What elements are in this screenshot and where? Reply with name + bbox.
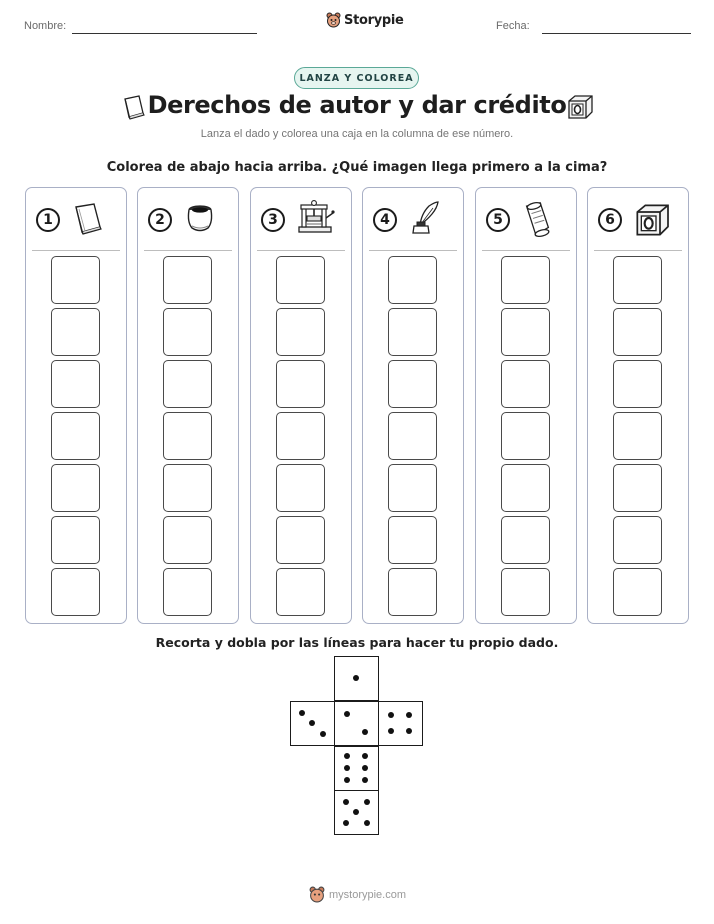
die-pip bbox=[406, 712, 412, 718]
column-number: 2 bbox=[148, 208, 172, 232]
color-box[interactable] bbox=[501, 308, 550, 356]
color-box[interactable] bbox=[613, 464, 662, 512]
die-face-1 bbox=[334, 656, 379, 701]
color-box[interactable] bbox=[501, 568, 550, 616]
color-box[interactable] bbox=[276, 464, 325, 512]
brand-logo bbox=[326, 12, 404, 28]
letter-block-icon bbox=[632, 200, 672, 245]
color-box[interactable] bbox=[51, 256, 100, 304]
column-2 bbox=[137, 187, 239, 624]
storypie-mascot-icon bbox=[326, 12, 341, 28]
die-pip bbox=[388, 712, 394, 718]
color-box[interactable] bbox=[163, 256, 212, 304]
column-1 bbox=[25, 187, 127, 624]
brand-name: Storypie bbox=[344, 12, 404, 28]
column-6 bbox=[587, 187, 689, 624]
column-number: 6 bbox=[598, 208, 622, 232]
activity-badge: LANZA Y COLOREA bbox=[294, 67, 419, 89]
color-box[interactable] bbox=[501, 360, 550, 408]
color-box[interactable] bbox=[163, 568, 212, 616]
color-box[interactable] bbox=[163, 464, 212, 512]
column-4 bbox=[362, 187, 464, 624]
color-box[interactable] bbox=[613, 308, 662, 356]
color-box[interactable] bbox=[276, 412, 325, 460]
column-divider bbox=[32, 250, 120, 251]
letter-block-icon bbox=[565, 92, 595, 122]
color-box[interactable] bbox=[501, 464, 550, 512]
column-divider bbox=[144, 250, 232, 251]
die-face-4 bbox=[378, 701, 423, 746]
die-face-2 bbox=[334, 701, 379, 746]
instruction: Colorea de abajo hacia arriba. ¿Qué imagen llega primero a la cima? bbox=[106, 160, 608, 175]
color-box[interactable] bbox=[613, 568, 662, 616]
name-line[interactable] bbox=[72, 33, 257, 34]
ink-pot-icon bbox=[182, 200, 218, 241]
color-box[interactable] bbox=[51, 308, 100, 356]
color-box[interactable] bbox=[163, 412, 212, 460]
book-icon bbox=[70, 200, 106, 241]
page-title: Derechos de autor y dar crédito bbox=[147, 91, 567, 119]
color-box[interactable] bbox=[276, 516, 325, 564]
die-pip bbox=[362, 753, 368, 759]
color-box[interactable] bbox=[613, 256, 662, 304]
die-pip bbox=[362, 777, 368, 783]
color-box[interactable] bbox=[388, 412, 437, 460]
column-number: 1 bbox=[36, 208, 60, 232]
color-box[interactable] bbox=[388, 516, 437, 564]
column-divider bbox=[594, 250, 682, 251]
color-box[interactable] bbox=[501, 412, 550, 460]
footer bbox=[309, 886, 406, 903]
printing-press-icon bbox=[295, 200, 335, 241]
die-pip bbox=[299, 710, 305, 716]
scroll-icon bbox=[520, 200, 554, 243]
die-pip bbox=[362, 729, 368, 735]
color-box[interactable] bbox=[276, 308, 325, 356]
color-box[interactable] bbox=[51, 464, 100, 512]
die-pip bbox=[344, 711, 350, 717]
color-box[interactable] bbox=[276, 256, 325, 304]
column-divider bbox=[257, 250, 345, 251]
color-box[interactable] bbox=[388, 256, 437, 304]
date-line[interactable] bbox=[542, 33, 691, 34]
quill-inkwell-icon bbox=[407, 200, 443, 241]
color-box[interactable] bbox=[388, 360, 437, 408]
die-face-6 bbox=[334, 746, 379, 791]
color-box[interactable] bbox=[388, 464, 437, 512]
name-label: Nombre: bbox=[24, 20, 67, 32]
color-box[interactable] bbox=[613, 412, 662, 460]
die-pip bbox=[344, 777, 350, 783]
die-pip bbox=[344, 765, 350, 771]
die-face-3 bbox=[290, 701, 335, 746]
date-label: Fecha: bbox=[496, 20, 530, 32]
die-pip bbox=[320, 731, 326, 737]
color-box[interactable] bbox=[276, 360, 325, 408]
column-3 bbox=[250, 187, 352, 624]
color-box[interactable] bbox=[501, 516, 550, 564]
color-box[interactable] bbox=[388, 568, 437, 616]
column-number: 4 bbox=[373, 208, 397, 232]
color-box[interactable] bbox=[501, 256, 550, 304]
column-5 bbox=[475, 187, 577, 624]
die-pip bbox=[353, 675, 359, 681]
footer-url: mystorypie.com bbox=[329, 888, 407, 901]
die-pip bbox=[364, 820, 370, 826]
column-divider bbox=[369, 250, 457, 251]
color-box[interactable] bbox=[51, 568, 100, 616]
column-number: 3 bbox=[261, 208, 285, 232]
color-box[interactable] bbox=[51, 412, 100, 460]
subtitle: Lanza el dado y colorea una caja en la columna de ese número. bbox=[200, 128, 514, 140]
cut-instruction: Recorta y dobla por las líneas para hacer tu propio dado. bbox=[155, 635, 559, 650]
die-pip bbox=[406, 728, 412, 734]
die-pip bbox=[309, 720, 315, 726]
die-pip bbox=[388, 728, 394, 734]
color-box[interactable] bbox=[163, 360, 212, 408]
die-pip bbox=[343, 799, 349, 805]
die-pip bbox=[344, 753, 350, 759]
column-divider bbox=[482, 250, 570, 251]
die-face-5 bbox=[334, 790, 379, 835]
die-pip bbox=[364, 799, 370, 805]
color-box[interactable] bbox=[613, 360, 662, 408]
die-pip bbox=[343, 820, 349, 826]
color-box[interactable] bbox=[613, 516, 662, 564]
color-box[interactable] bbox=[51, 360, 100, 408]
die-pip bbox=[362, 765, 368, 771]
color-box[interactable] bbox=[163, 308, 212, 356]
column-number: 5 bbox=[486, 208, 510, 232]
color-box[interactable] bbox=[276, 568, 325, 616]
color-box[interactable] bbox=[51, 516, 100, 564]
color-box[interactable] bbox=[388, 308, 437, 356]
die-pip bbox=[353, 809, 359, 815]
color-box[interactable] bbox=[163, 516, 212, 564]
storypie-mascot-icon bbox=[309, 886, 325, 903]
